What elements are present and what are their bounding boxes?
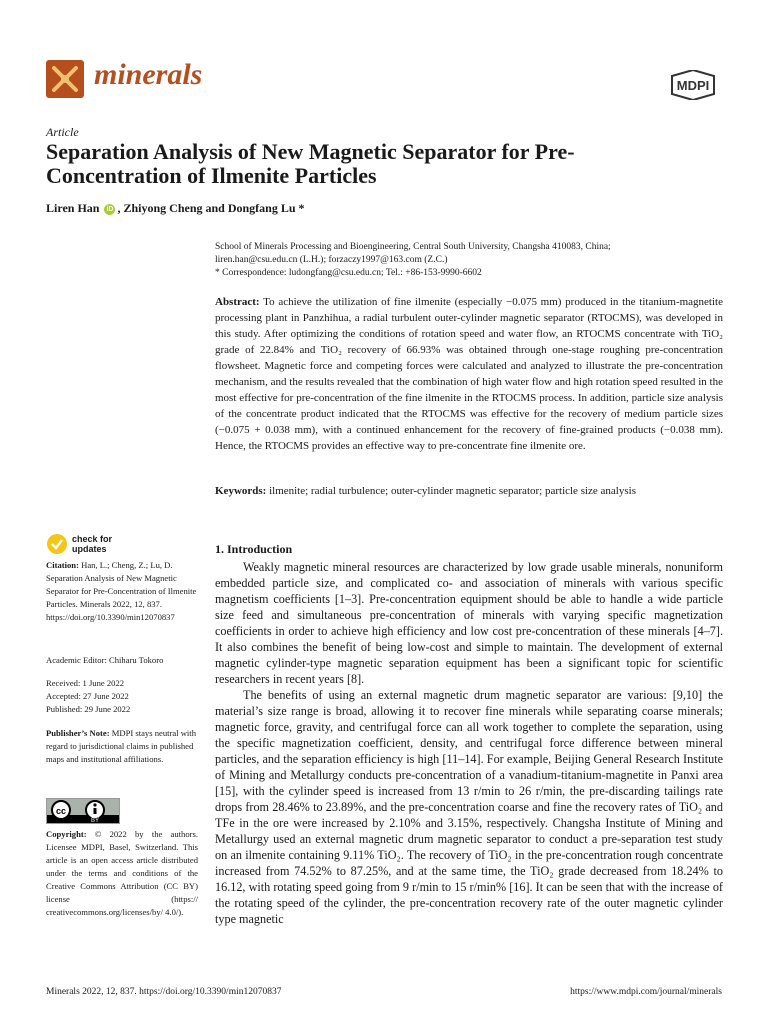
article-type: Article bbox=[46, 125, 79, 139]
cc-license-badge[interactable] bbox=[46, 798, 120, 824]
svg-text:cc: cc bbox=[55, 806, 67, 816]
citation-text[interactable]: Han, L.; Cheng, Z.; Lu, D. Separation Analysis of New Magnetic Separator for Pre-Concentration of Ilmenite Particles. Minerals 2022, 12, 837. https://doi.org/10.3390/min12070837 bbox=[46, 560, 197, 622]
footer-citation[interactable]: Minerals 2022, 12, 837. https://doi.org/10.3390/min12070837 bbox=[46, 987, 282, 997]
affiliation-emails: liren.han@csu.edu.cn (L.H.); forzaczy1997@163.com (Z.C.) bbox=[215, 255, 448, 265]
affiliation-line: School of Minerals Processing and Bioengineering, Central South University, Changsha 410083, China; bbox=[215, 242, 611, 252]
abstract bbox=[215, 294, 723, 454]
author-name[interactable]: Liren Han bbox=[46, 201, 100, 215]
page-title: Separation Analysis of New Magnetic Separator for Pre-Concentration of Ilmenite Particles bbox=[46, 139, 575, 188]
check-updates-label: check for updates bbox=[72, 534, 113, 554]
pickaxe-icon bbox=[46, 60, 84, 98]
keywords bbox=[215, 483, 723, 499]
citation-label: Citation: bbox=[46, 560, 79, 570]
svg-text:BY: BY bbox=[90, 818, 100, 823]
publisher-note-label: Publisher’s Note: bbox=[46, 728, 110, 738]
mdpi-logo[interactable] bbox=[666, 70, 720, 105]
check-for-updates-button[interactable] bbox=[46, 533, 117, 555]
publisher-note bbox=[46, 727, 198, 766]
copyright-text: © 2022 by the authors. Licensee MDPI, Basel, Switzerland. This article is an open access article distributed under the terms and conditions of the Creative Commons Attribution (CC BY) license (https:// creativecommons.org/licenses/by/ 4.0/). bbox=[46, 829, 198, 917]
published-date: Published: 29 June 2022 bbox=[46, 704, 131, 714]
body-text bbox=[215, 559, 723, 927]
abstract-label: Abstract: bbox=[215, 296, 260, 308]
paragraph: The benefits of using an external magnetic drum magnetic separator are various: [9,10] the material’s size range is broad, allowing it to recover fine minerals while separating coarse minerals; magnetic force, gravity, and centrifugal force can all work together to complete the separation, using the specific magnetization coefficient, density, and centrifugal force difference between mineral particles, and the separation efficiency is high [11–14]. For example, Beijing General Research Institute of Mining and Metallurgy conducts pre-concentration of a vanadium-titanium-magnetite in Panxi area [15], with the cylinder speed is increased from 13 r/min to 26 r/min, the pre-discarding tailings rate drops from 28.46% to 23.89%, and the pre-concentration coarse and fine the recovery rates of TiO₂ and TFe in the ore were increased by 2.10% and 3.15%, respectively. Changsha Institute of Mining and Metallurgy used an external magnetic drum magnetic separator to conduct a pre-separation test study on an ilmenite containing 9.11% TiO₂. The recovery of TiO₂ in the pre-concentration rough concentrate increased from 74.52% to 87.25%, and at the same time, the TiO₂ grade decreased from 18.24% to 16.12, with rotating speed going from 9 r/min to 15 r/min% [16]. It can be seen that with the increase of the rotating speed of the cylinder, the pre-concentration recovery rate of the outer magnetic cylinder type magnetic bbox=[215, 688, 723, 926]
journal-name[interactable]: minerals bbox=[94, 58, 203, 91]
paragraph: Weakly magnetic mineral resources are characterized by low grade usable minerals, nonuniform embedded particle size, and complicated co- and association of minerals with various specific magnetism coefficients [1–3]. Pre-concentration equipment should be able to handle a wide particle size feed and simultaneous pre-concentration of minerals with varying specific magnetization coefficients in order to achieve high efficiency and low cost pre-concentration of these minerals [4–7]. It also combines the benefit of being low-cost and simple to maintain. The development of external magnetic cylinder-type magnetic separation equipment has been a significant topic for scientific researchers in recent years [8]. bbox=[215, 560, 723, 686]
author-name[interactable]: Zhiyong Cheng and Dongfang Lu * bbox=[123, 201, 305, 215]
check-updates-icon bbox=[46, 533, 68, 555]
received-date: Received: 1 June 2022 bbox=[46, 678, 125, 688]
footer-journal-url[interactable]: https://www.mdpi.com/journal/minerals bbox=[570, 987, 722, 997]
svg-text:MDPI: MDPI bbox=[676, 78, 710, 93]
academic-editor: Academic Editor: Chiharu Tokoro bbox=[46, 655, 164, 665]
affiliation-block bbox=[215, 241, 725, 280]
correspondence: * Correspondence: ludongfang@csu.edu.cn; Tel.: +86-153-9990-6602 bbox=[215, 268, 482, 278]
publisher-note-text: MDPI stays neutral with regard to jurisdictional claims in published maps and institutional affiliations. bbox=[46, 728, 196, 764]
journal-logo bbox=[46, 60, 84, 98]
copyright-block bbox=[46, 828, 198, 919]
author-list: Liren Han iD , Zhiyong Cheng and Dongfang Lu * bbox=[46, 201, 305, 215]
keywords-label: Keywords: bbox=[215, 485, 267, 497]
section-heading: 1. Introduction bbox=[215, 542, 293, 556]
abstract-text: To achieve the utilization of fine ilmenite (especially −0.075 mm) produced in the titanium-magnetite processing plant in Panzhihua, a radial turbulent outer-cylinder magnetic separator (RTOCMS), was developed in this study. After optimizing the conditions of rotation speed and water flow, an RTOCMS concentrate with TiO₂ grade of 22.84% and TiO₂ recovery of 66.93% was obtained through one-stage roughing pre-concentration flowsheet. Magnetic force and competing forces were calculated and analyzed to illustrate the pre-concentration mechanism, and the results revealed that the combination of high water flow and high rotation speed resulted in the most effective for pre-concentration of the fine ilmenite in the RTOCMS process. In addition, particle size analysis of the concentrate product indicated that the RTOCMS was effective for the recovery of medium particle sizes (−0.075 + 0.038 mm), with a continued enhancement for the recovery of fine-grained products (−0.038 mm). Hence, the RTOCMS provides an effective way to pre-concentrate fine ilmenite ore. bbox=[215, 296, 723, 452]
copyright-label: Copyright: bbox=[46, 829, 87, 839]
citation-block bbox=[46, 559, 198, 624]
orcid-icon[interactable]: iD bbox=[106, 205, 114, 213]
keywords-text: ilmenite; radial turbulence; outer-cylinder magnetic separator; particle size analysis bbox=[269, 485, 636, 497]
accepted-date: Accepted: 27 June 2022 bbox=[46, 691, 129, 701]
